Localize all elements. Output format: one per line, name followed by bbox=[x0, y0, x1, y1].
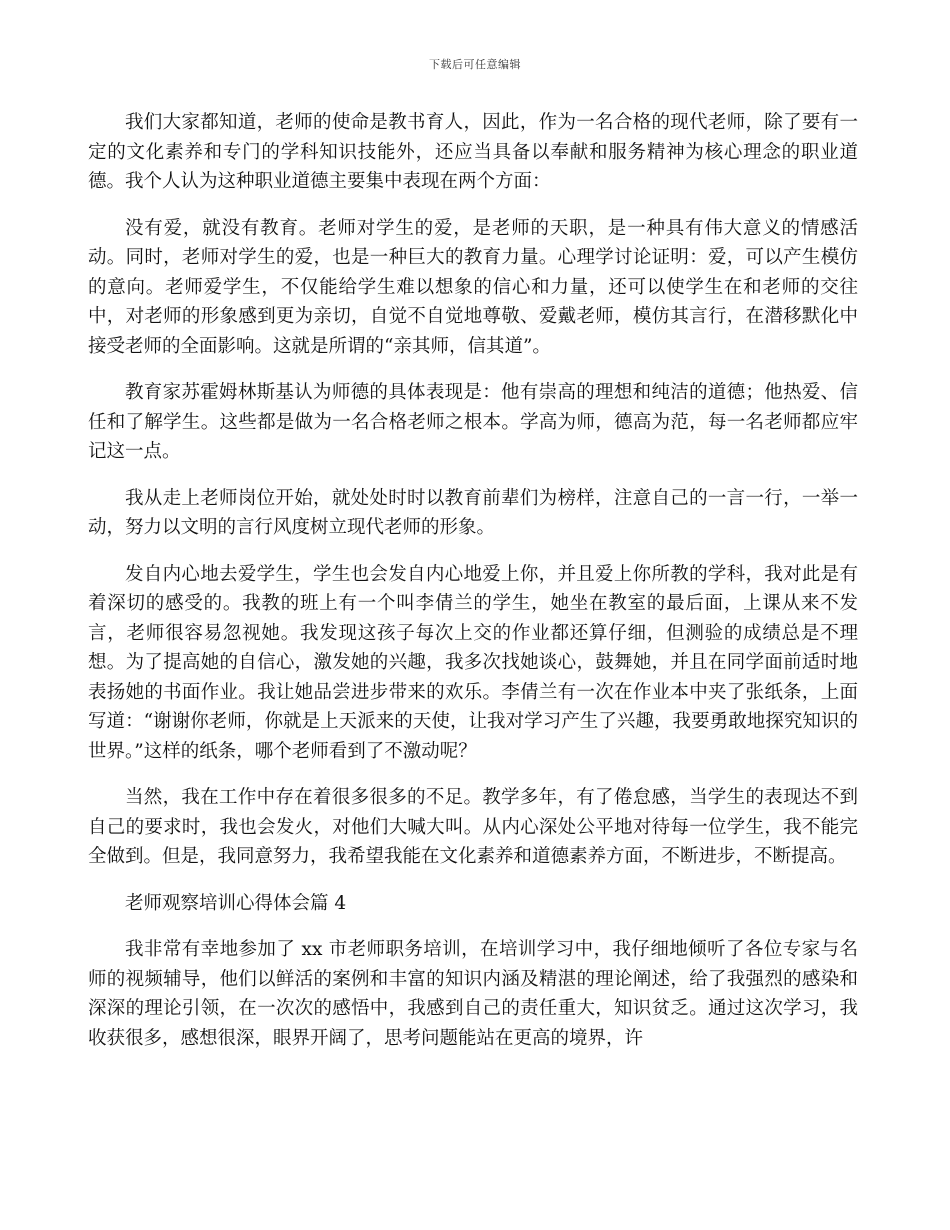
paragraph: 发自内心地去爱学生，学生也会发自内心地爱上你，并且爱上你所教的学科，我对此是有着深切的感受的。我教的班上有一个叫李倩兰的学生，她坐在教室的最后面，上课从来不发言，老师很容易忽视她。我发现这孩子每次上交的作业都还算仔细，但测验的成绩总是不理想。为了提高她的自信心，激发她的兴趣，我多次找她谈心，鼓舞她，并且在同学面前适时地表扬她的书面作业。我让她品尝进步带来的欢乐。李倩兰有一次在作业本中夹了张纸条，上面写道：“谢谢你老师，你就是上天派来的天使，让我对学习产生了兴趣，我要勇敢地探究知识的世界。”这样的纸条，哪个老师看到了不激动呢？ bbox=[88, 563, 858, 762]
paragraph: 我非常有幸地参加了 xx 市老师职务培训，在培训学习中，我仔细地倾听了各位专家与名师的视频辅导，他们以鲜活的案例和丰富的知识内涵及精湛的理论阐述，给了我强烈的感染和深深的理论引领，在一次次的感悟中，我感到自己的责任重大，知识贫乏。通过这次学习，我收获很多，感想很深，眼界开阔了，思考问题能站在更高的境界，许 bbox=[88, 939, 858, 1049]
paragraph: 我从走上老师岗位开始，就处处时时以教育前辈们为榜样，注意自己的一言一行，一举一动，努力以文明的言行风度树立现代老师的形象。 bbox=[88, 487, 858, 538]
document-body bbox=[88, 108, 858, 1070]
section-heading: 老师观察培训心得体会篇 4 bbox=[125, 892, 347, 914]
paragraph: 教育家苏霍姆林斯基认为师德的具体表现是：他有崇高的理想和纯洁的道德；他热爱、信任和了解学生。这些都是做为一名合格老师之根本。学高为师，德高为范，每一名老师都应牢记这一点。 bbox=[88, 382, 858, 462]
paragraph: 没有爱，就没有教育。老师对学生的爱，是老师的天职，是一种具有伟大意义的情感活动。同时，老师对学生的爱，也是一种巨大的教育力量。心理学讨论证明：爱，可以产生模仿的意向。老师爱学生，不仅能给学生难以想象的信心和力量，还可以使学生在和老师的交往中，对老师的形象感到更为亲切，自觉不自觉地尊敬、爱戴老师，模仿其言行，在潜移默化中接受老师的全面影响。这就是所谓的“亲其师，信其道”。 bbox=[88, 217, 858, 357]
paragraph: 我们大家都知道，老师的使命是教书育人，因此，作为一名合格的现代老师，除了要有一定的文化素养和专门的学科知识技能外，还应当具备以奉献和服务精神为核心理念的职业道德。我个人认为这种职业道德主要集中表现在两个方面： bbox=[88, 112, 858, 192]
header-note: 下载后可任意编辑 bbox=[429, 58, 521, 71]
paragraph: 当然，我在工作中存在着很多很多的不足。教学多年，有了倦怠感，当学生的表现达不到自己的要求时，我也会发火，对他们大喊大叫。从内心深处公平地对待每一位学生，我不能完全做到。但是，我同意努力，我希望我能在文化素养和道德素养方面，不断进步，不断提高。 bbox=[88, 787, 858, 867]
